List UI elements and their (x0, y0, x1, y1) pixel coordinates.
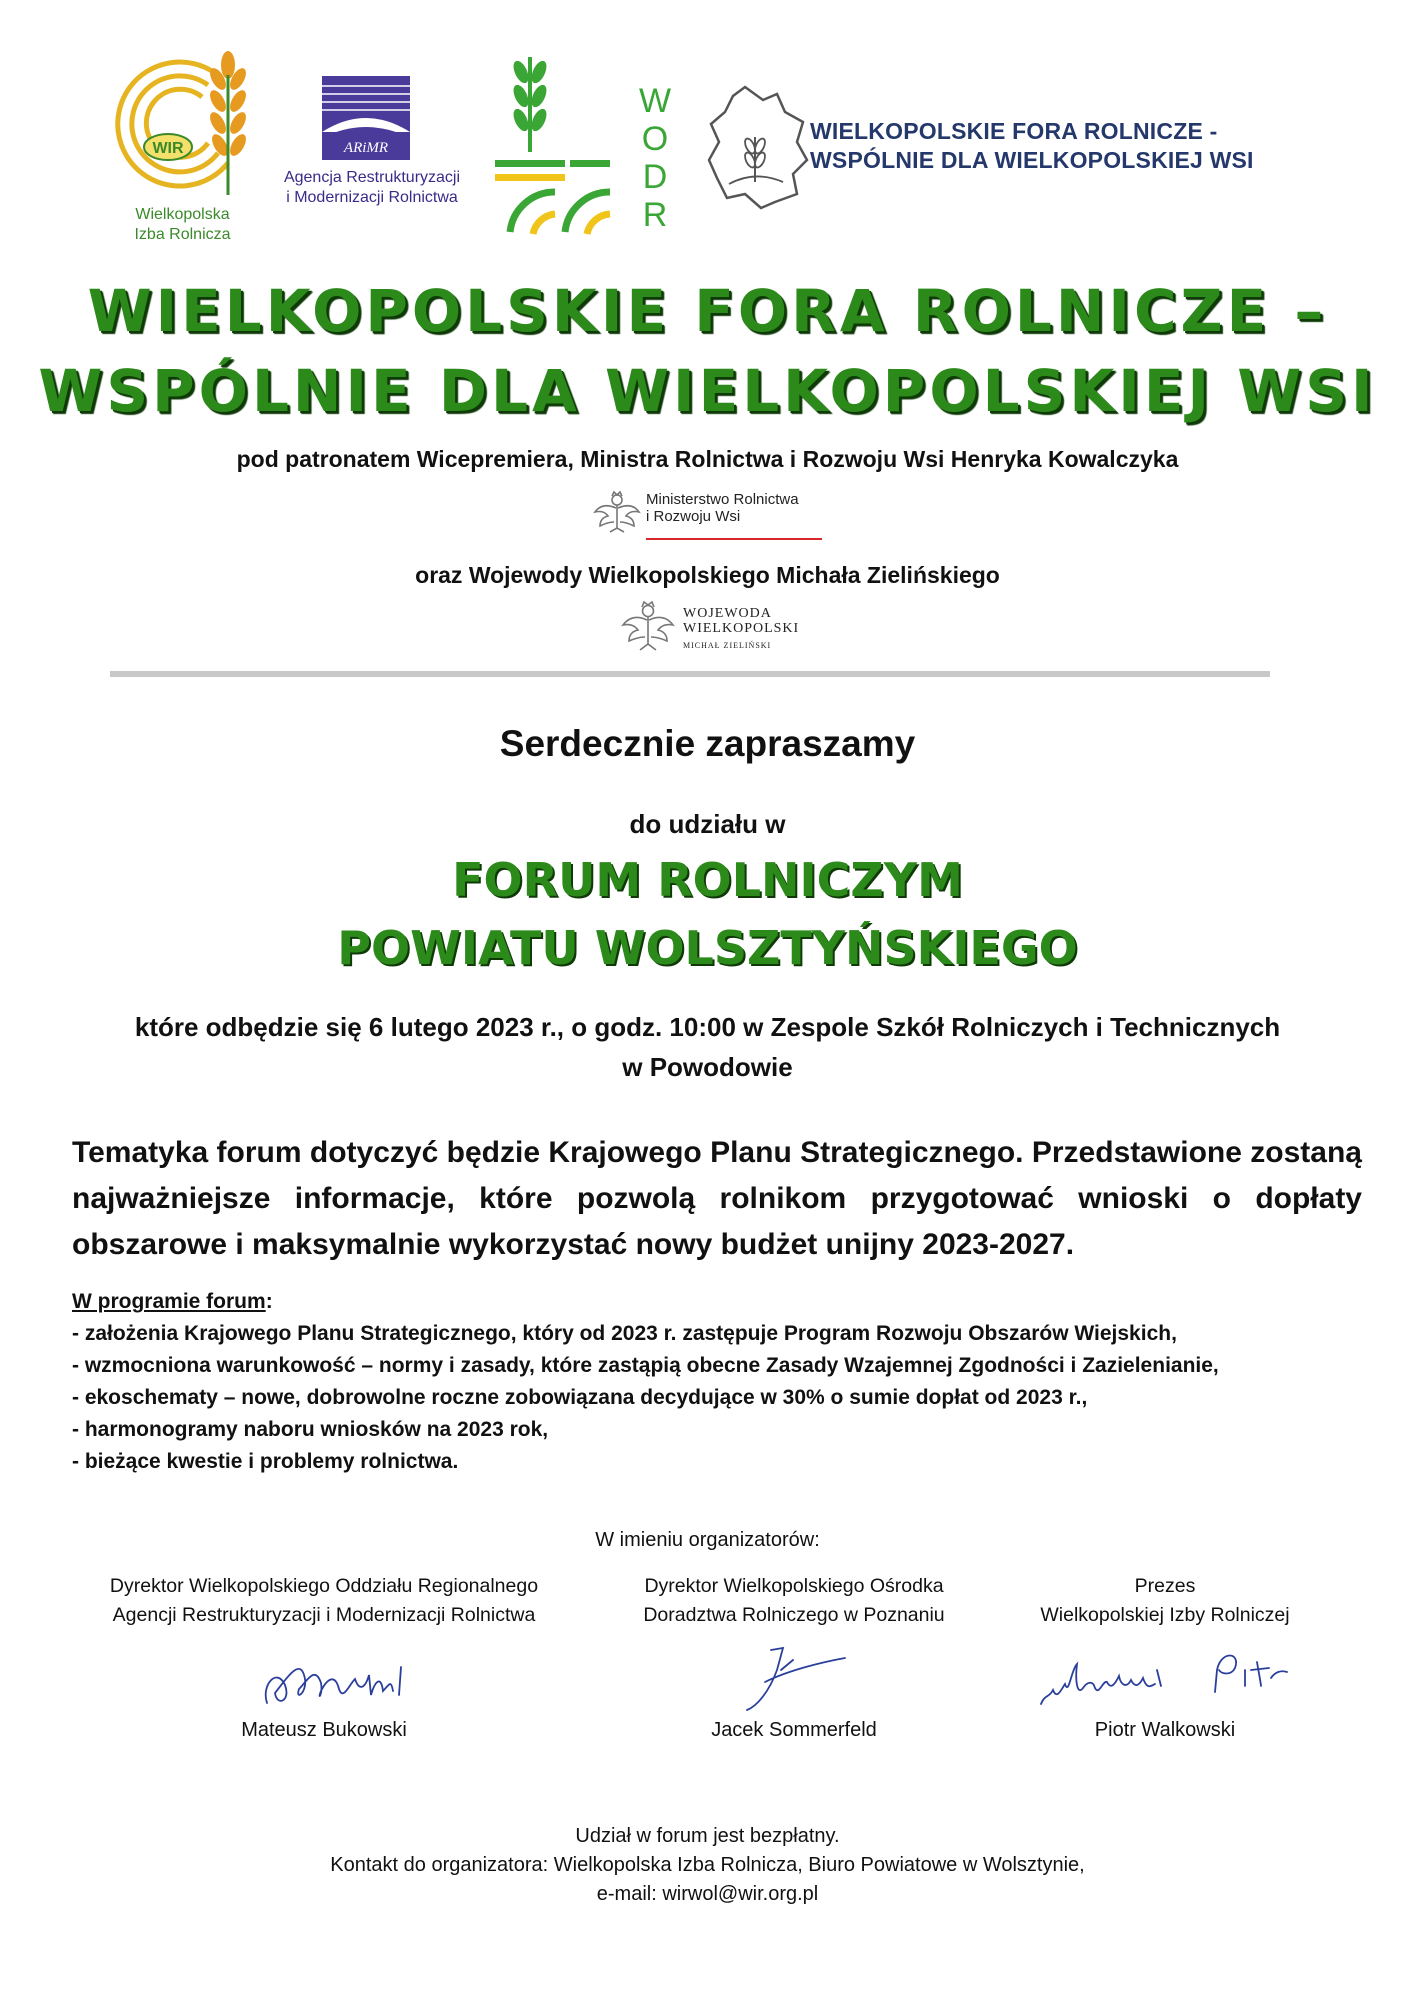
fora-logo-title-line2: WSPÓLNIE DLA WIELKOPOLSKIEJ WSI (810, 147, 1254, 173)
signatory-name-2: Jacek Sommerfeld (711, 1719, 877, 1741)
footer-email[interactable]: e-mail: wirwol@wir.org.pl (596, 1883, 819, 1905)
fora-logo-title (810, 117, 1330, 175)
welcome-heading: Serdecznie zapraszamy (499, 723, 916, 764)
program-item: - bieżące kwestie i problemy rolnictwa. (72, 1450, 459, 1473)
signatory-1-role-line1: Dyrektor Wielkopolskiego Oddziału Regionalnego (109, 1575, 539, 1597)
program-section (72, 1286, 1362, 1478)
footer (0, 1822, 1415, 1909)
footer-contact: Kontakt do organizatora: Wielkopolska Izba Rolnicza, Biuro Powiatowe w Wolsztynie, (330, 1854, 1085, 1876)
topic-paragraph: Tematyka forum dotyczyć będzie Krajowego Planu Strategicznego. Przedstawione zostaną najważniejsze informacje, które pozwolą rolnikom przygotować wnioski o dopłaty obszarowe i maksymalnie wykorzystać nowy budżet unijny 2023-2027. (72, 1136, 1362, 1261)
wir-label-line1: Wielkopolska (135, 206, 230, 223)
arimr-label-line2: i Modernizacji Rolnictwa (286, 189, 458, 206)
signatory-name-3: Piotr Walkowski (1094, 1719, 1236, 1741)
program-heading-colon: : (265, 1290, 273, 1313)
voivode-emblem-line1: WOJEWODA (683, 606, 772, 621)
voivode-eagle-icon (620, 598, 676, 656)
ministry-name-line2: i Rozwoju Wsi (646, 508, 741, 525)
wodr-logo (495, 52, 675, 237)
main-title-line2: WSPÓLNIE DLA WIELKOPOLSKIEJ WSI (38, 357, 1377, 425)
wir-logo (110, 45, 260, 205)
signatory-role-3 (1000, 1572, 1330, 1630)
signatory-2-role-line2: Doradztwa Rolniczego w Poznaniu (643, 1604, 945, 1626)
invite-to-text: do udziału w (629, 809, 786, 839)
on-behalf-text: W imieniu organizatorów: (595, 1529, 820, 1551)
signature-3-image (1035, 1640, 1300, 1712)
signatory-name-1: Mateusz Bukowski (241, 1719, 407, 1741)
program-heading: W programie forum (72, 1290, 266, 1313)
program-item: - założenia Krajowego Planu Strategicznego, który od 2023 r. zastępuje Program Rozwoju Obszarów Wiejskich, (72, 1322, 1177, 1345)
fora-logo-title-line1: WIELKOPOLSKIE FORA ROLNICZE - (810, 118, 1218, 144)
event-details-line1: które odbędzie się 6 lutego 2023 r., o godz. 10:00 w Zespole Szkół Rolniczych i Technicznych (134, 1012, 1281, 1042)
wodr-letter-w: W (638, 82, 672, 120)
signatory-role-2 (564, 1572, 1024, 1630)
voivode-text: oraz Wojewody Wielkopolskiego Michała Zielińskiego (415, 562, 1000, 588)
arimr-label (272, 168, 472, 208)
wodr-letter-d: D (642, 158, 668, 196)
program-heading-row (72, 1286, 1362, 1318)
eagle-emblem-icon (592, 488, 642, 538)
program-item: - wzmocniona warunkowość – normy i zasady, które zastąpią obecne Zasady Wzajemnej Zgodności i Zazielenianie, (72, 1354, 1219, 1377)
forum-title-line2: POWIATU WOLSZTYŃSKIEGO (337, 921, 1078, 975)
program-item: - ekoschematy – nowe, dobrowolne roczne zobowiązana decydujące w 30% o sumie dopłat od 2023 r., (72, 1386, 1088, 1409)
ministry-name-line1: Ministerstwo Rolnictwa (646, 491, 799, 508)
signatory-3-role-line2: Wielkopolskiej Izby Rolniczej (1040, 1604, 1290, 1626)
program-item: - harmonogramy naboru wniosków na 2023 rok, (72, 1418, 549, 1441)
voivode-emblem-line2: WIELKOPOLSKI (683, 621, 800, 636)
signatory-3-role-line1: Prezes (1134, 1575, 1196, 1597)
voivode-emblem-person: MICHAŁ ZIELIŃSKI (683, 641, 772, 650)
patronage-text: pod patronatem Wicepremiera, Ministra Rolnictwa i Rozwoju Wsi Henryka Kowalczyka (236, 446, 1179, 472)
signatory-role-1 (94, 1572, 554, 1630)
footer-free-entry: Udział w forum jest bezpłatny. (575, 1825, 840, 1847)
signature-1-image (255, 1645, 425, 1713)
signatory-1-role-line2: Agencji Restrukturyzacji i Modernizacji Rolnictwa (112, 1604, 536, 1626)
wodr-letter-o: O (641, 120, 669, 158)
ministry-name (646, 491, 846, 525)
ministry-flag-line (646, 538, 822, 540)
wodr-letter-r: R (642, 196, 668, 234)
fora-map-icon (705, 82, 810, 212)
arimr-label-line1: Agencja Restrukturyzacji (283, 169, 461, 186)
arimr-logo (322, 76, 410, 160)
program-list (72, 1318, 1362, 1478)
event-details-line2: w Powodowie (622, 1052, 793, 1082)
signature-2-image (735, 1640, 865, 1715)
wir-badge: WIR (152, 140, 184, 157)
wir-label (105, 205, 260, 245)
forum-title-line1: FORUM ROLNICZYM (452, 853, 963, 907)
wir-label-line2: Izba Rolnicza (134, 226, 231, 243)
signatory-2-role-line1: Dyrektor Wielkopolskiego Ośrodka (644, 1575, 944, 1597)
arimr-badge: ARiMR (343, 140, 389, 156)
header-divider (110, 671, 1270, 677)
voivode-emblem-name (683, 606, 833, 636)
main-title-line1: WIELKOPOLSKIE FORA ROLNICZE – (87, 277, 1328, 345)
